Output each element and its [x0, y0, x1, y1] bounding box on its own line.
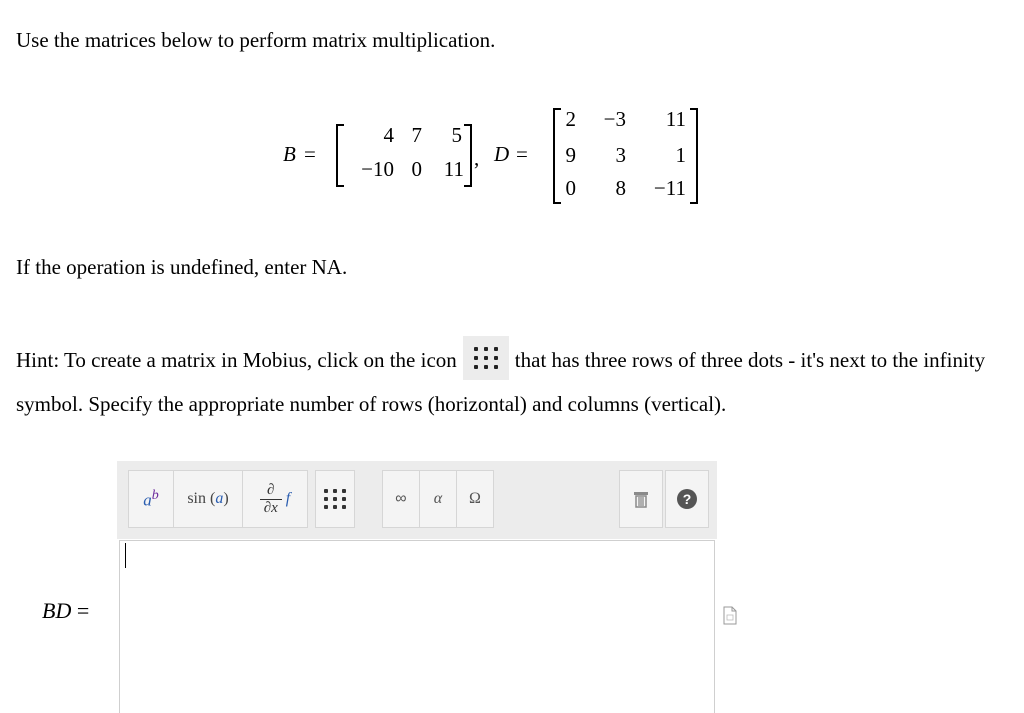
- symbol-button[interactable]: [456, 470, 494, 528]
- matrix-d-cell: 3: [615, 143, 626, 167]
- function-arg: a: [215, 490, 224, 507]
- matrix-b-right-bracket: [464, 124, 472, 187]
- matrix-b-left-bracket: [336, 124, 344, 187]
- function-name: sin: [187, 490, 206, 507]
- undefined-note: If the operation is undefined, enter NA.: [16, 255, 348, 279]
- matrix-d-cell: 1: [675, 143, 686, 167]
- matrix-d-cell: 9: [565, 143, 576, 167]
- hint-after: that has three rows of three dots - it's next to the infinity symbol. Specify the appropriate number of rows (horizontal) and columns (vertical).: [16, 348, 986, 417]
- matrix-d-cell: 8: [615, 176, 626, 200]
- matrix-grid-icon: [323, 488, 347, 510]
- answer-input-area[interactable]: [119, 540, 715, 713]
- matrix-b-cell: 7: [411, 123, 422, 147]
- answer-label-name: BD: [42, 598, 72, 623]
- matrix-b-name: B: [283, 142, 296, 166]
- superscript-base: a: [143, 490, 152, 510]
- hint-text: [16, 340, 1006, 425]
- derivative-f: f: [285, 490, 291, 507]
- derivative-denominator: ∂x: [263, 499, 278, 516]
- matrix-b-equals: =: [304, 142, 316, 166]
- alpha-icon: α: [433, 490, 443, 507]
- matrix-b-cell: 0: [411, 157, 422, 181]
- function-button[interactable]: sin (a): [173, 470, 243, 528]
- help-icon: [677, 489, 697, 509]
- trash-button[interactable]: [619, 470, 663, 528]
- answer-label-equals: =: [76, 598, 90, 623]
- instruction-text: Use the matrices below to perform matrix multiplication.: [16, 28, 496, 52]
- omega-icon: Ω: [469, 490, 481, 507]
- math-editor: [117, 461, 717, 713]
- matrix-b-cell: 5: [451, 123, 462, 147]
- separator-comma: ,: [474, 146, 480, 170]
- matrix-d-cell: −11: [653, 176, 686, 200]
- superscript-button[interactable]: [128, 470, 174, 528]
- matrix-d-cell: −3: [603, 107, 626, 131]
- derivative-numerator: ∂: [267, 481, 275, 498]
- trash-icon: [633, 491, 649, 508]
- matrix-d-right-bracket: [690, 108, 698, 204]
- editor-toolbar: [117, 461, 717, 539]
- derivative-button[interactable]: [242, 470, 308, 528]
- help-symbol: ?: [682, 491, 692, 507]
- matrix-d-cell: 11: [665, 107, 686, 131]
- answer-label: [42, 598, 89, 624]
- matrix-b-cell: −10: [361, 157, 394, 181]
- matrix-d-equals: =: [516, 142, 528, 166]
- matrix-grid-icon: [463, 336, 509, 380]
- matrix-d-cell: 2: [565, 107, 576, 131]
- superscript-exp: b: [151, 487, 159, 503]
- matrix-d-name: D: [494, 142, 510, 166]
- help-button[interactable]: [665, 470, 709, 528]
- greek-button[interactable]: [419, 470, 457, 528]
- hint-before: Hint: To create a matrix in Mobius, click on the icon: [16, 348, 457, 372]
- file-icon[interactable]: [723, 606, 737, 625]
- matrix-d-cell: 0: [565, 176, 576, 200]
- matrix-b-cell: 11: [443, 157, 464, 181]
- matrix-b-cell: 4: [383, 123, 394, 147]
- infinity-icon: ∞: [395, 490, 407, 507]
- matrix-button[interactable]: [315, 470, 355, 528]
- text-cursor: [125, 543, 126, 568]
- infinity-button[interactable]: [382, 470, 420, 528]
